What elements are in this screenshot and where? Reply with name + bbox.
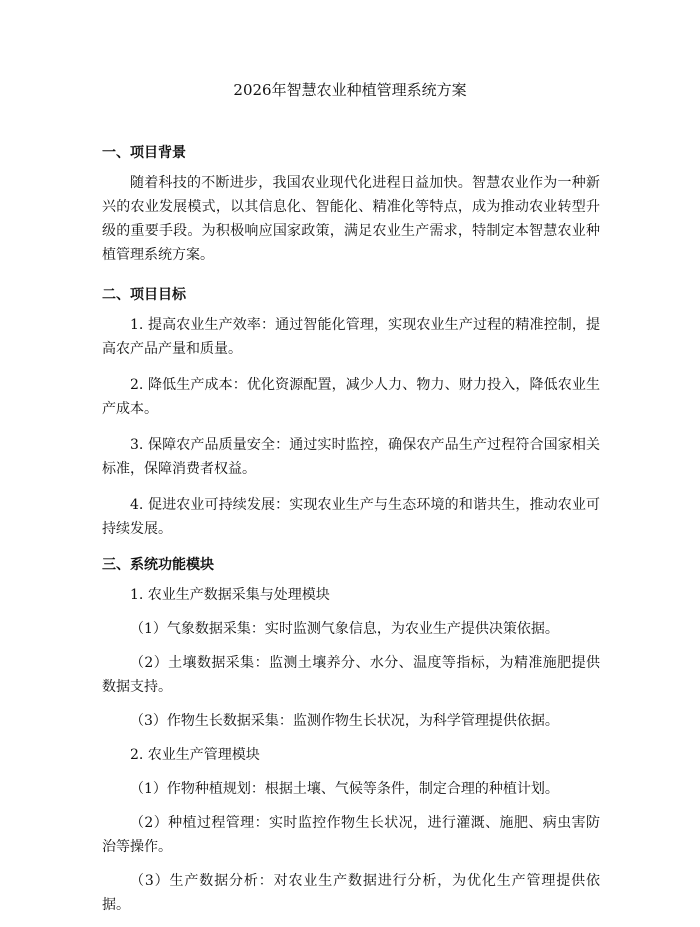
section-heading: 三、系统功能模块 [102, 557, 214, 573]
document-title: 2026年智慧农业种植管理系统方案 [233, 81, 467, 99]
sub-item: （3）作物生长数据采集：监测作物生长状况，为科学管理提供依据。 [130, 713, 559, 729]
module-label: 2. 农业生产管理模块 [130, 747, 260, 763]
section-heading: 一、项目背景 [102, 145, 186, 161]
sub-item: （1）作物种植规划：根据土壤、气候等条件，制定合理的种植计划。 [130, 781, 559, 797]
section-modules [102, 553, 600, 917]
section-background [102, 141, 600, 267]
list-item: 1. 提高农业生产效率：通过智能化管理，实现农业生产过程的精准控制，提高农产品产量和质量。 [102, 317, 600, 357]
document-body [102, 141, 600, 927]
paragraph: 随着科技的不断进步，我国农业现代化进程日益加快。智慧农业作为一种新兴的农业发展模式，以其信息化、智能化、精准化等特点，成为推动农业转型升级的重要手段。为积极响应国家政策，满足农业生产需求，特制定本智慧农业种植管理系统方案。 [102, 175, 600, 263]
sub-item: （2）种植过程管理：实时监控作物生长状况，进行灌溉、施肥、病虫害防治等操作。 [102, 815, 600, 855]
sub-item: （1）气象数据采集：实时监测气象信息，为农业生产提供决策依据。 [130, 621, 559, 637]
section-heading: 二、项目目标 [102, 287, 186, 303]
section-goals [102, 283, 600, 541]
list-item: 4. 促进农业可持续发展：实现农业生产与生态环境的和谐共生，推动农业可持续发展。 [102, 497, 600, 537]
sub-item: （2）土壤数据采集：监测土壤养分、水分、温度等指标，为精准施肥提供数据支持。 [102, 655, 600, 695]
module-label: 1. 农业生产数据采集与处理模块 [130, 587, 330, 603]
sub-item: （3）生产数据分析：对农业生产数据进行分析，为优化生产管理提供依据。 [102, 873, 600, 913]
list-item: 2. 降低生产成本：优化资源配置，减少人力、物力、财力投入，降低农业生产成本。 [102, 377, 600, 417]
list-item: 3. 保障农产品质量安全：通过实时监控，确保农产品生产过程符合国家相关标准，保障消费者权益。 [102, 437, 600, 477]
